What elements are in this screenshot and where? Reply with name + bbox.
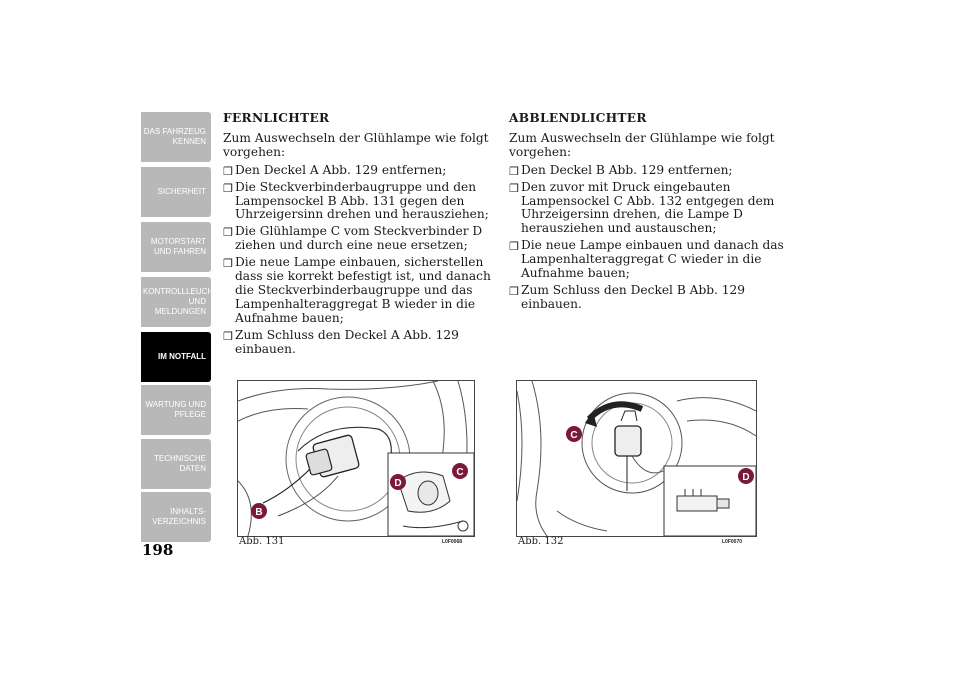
figure-132-caption: Abb. 132: [518, 536, 564, 547]
label-d: D: [394, 478, 402, 489]
checkbox-bullet-icon: ❒: [223, 257, 233, 271]
nav-tab-label: WARTUNG UND PFLEGE: [145, 400, 206, 419]
label-b: B: [255, 507, 263, 518]
checkbox-bullet-icon: ❒: [223, 329, 233, 343]
list-item: ❒ Den zuvor mit Druck eingebauten Lampensockel C Abb. 132 entgegen dem Uhrzeigersinn drehen, die Lampe D herausziehen und austauschen;: [509, 179, 775, 236]
list-item: ❒ Den Deckel B Abb. 129 entfernen;: [509, 162, 733, 178]
abblendlichter-section: [509, 112, 784, 315]
list-item: ❒ Die neue Lampe einbauen, sicherstellen dass sie korrekt befestigt ist, und danach die Steckverbinderbaugruppe und das Lampenhalteraggregat B wieder in die Aufnahme bauen;: [223, 255, 491, 325]
checkbox-bullet-icon: ❒: [223, 181, 233, 195]
list-item: ❒ Die neue Lampe einbauen und danach das Lampenhalteraggregat C wieder in die Aufnahme bauen;: [509, 238, 784, 281]
nav-tab-label: SICHERHEIT: [157, 187, 206, 196]
page-number: 198: [142, 541, 174, 559]
low-beam-illustration: [517, 381, 756, 536]
list-item: ❒ Die Steckverbinderbaugruppe und den Lampensockel B Abb. 131 gegen den Uhrzeigersinn drehen und herausziehen;: [223, 179, 489, 222]
list-item: ❒ Zum Schluss den Deckel B Abb. 129 einbauen.: [509, 282, 746, 311]
list-item: ❒ Die Glühlampe C vom Steckverbinder D ziehen und durch eine neue ersetzen;: [223, 224, 483, 253]
nav-tab-kontrollleuchten[interactable]: [141, 277, 230, 327]
nav-tab-label: DAS FAHRZEUG KENNEN: [143, 127, 206, 146]
figure-132-headlight-low-beam: [516, 380, 757, 537]
nav-tab-label: KONTROLLLEUCHTEN UND MELDUNGEN: [143, 287, 230, 316]
label-d: D: [742, 472, 750, 483]
nav-tab-inhaltsverzeichnis[interactable]: [141, 492, 211, 542]
nav-tab-im-notfall[interactable]: [141, 332, 211, 382]
label-c: C: [456, 467, 464, 478]
high-beam-illustration: [238, 381, 474, 536]
nav-tab-fahrzeug-kennen[interactable]: [141, 112, 211, 162]
checkbox-bullet-icon: ❒: [509, 240, 519, 254]
nav-tab-motorstart[interactable]: [141, 222, 211, 272]
nav-tab-label: MOTORSTART UND FAHREN: [150, 237, 206, 256]
section-intro: Zum Auswechseln der Glühlampe wie folgt vorgehen:: [509, 130, 775, 159]
figure-132-code: L0F0070: [722, 539, 743, 545]
nav-tab-technische-daten[interactable]: [141, 439, 211, 489]
checkbox-bullet-icon: ❒: [223, 164, 233, 178]
step-list: [223, 164, 498, 357]
nav-tab-label: IM NOTFALL: [158, 352, 206, 361]
figure-131-headlight-high-beam: [237, 380, 475, 537]
step-list: [509, 164, 784, 312]
nav-tab-sicherheit[interactable]: [141, 167, 211, 217]
nav-tab-wartung[interactable]: [141, 385, 211, 435]
list-item: ❒ Den Deckel A Abb. 129 entfernen;: [223, 162, 447, 178]
section-intro: Zum Auswechseln der Glühlampe wie folgt vorgehen:: [223, 130, 489, 159]
section-heading: ABBLENDLICHTER: [509, 111, 647, 125]
section-heading: FERNLICHTER: [223, 111, 330, 125]
checkbox-bullet-icon: ❒: [509, 284, 519, 298]
checkbox-bullet-icon: ❒: [509, 164, 519, 178]
figure-131-code: L0F0068: [442, 539, 463, 545]
figure-131-caption: Abb. 131: [239, 536, 285, 547]
fernlichter-section: [223, 112, 498, 360]
label-c: C: [570, 430, 578, 441]
checkbox-bullet-icon: ❒: [509, 181, 519, 195]
nav-tab-label: INHALTS-VERZEICHNIS: [152, 507, 206, 526]
checkbox-bullet-icon: ❒: [223, 226, 233, 240]
nav-tab-label: TECHNISCHE DATEN: [153, 454, 206, 473]
list-item: ❒ Zum Schluss den Deckel A Abb. 129 einbauen.: [223, 327, 459, 356]
